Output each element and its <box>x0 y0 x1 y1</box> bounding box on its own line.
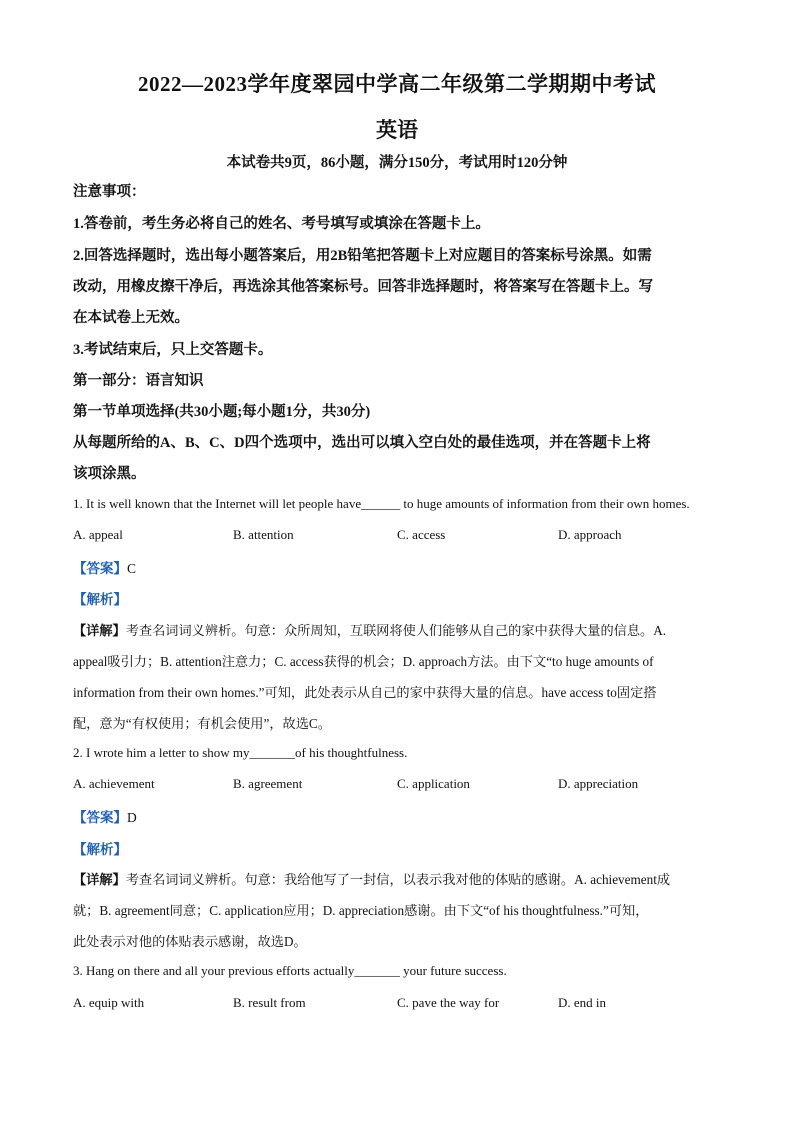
part-heading: 第一部分：语言知识 <box>73 373 204 389</box>
instruction-line-1: 从每题所给的A、B、C、D四个选项中，选出可以填入空白处的最佳选项，并在答题卡上将 <box>73 435 651 451</box>
question-2-option-a: A. achievement <box>73 776 155 791</box>
question-3-option-c: C. pave the way for <box>397 995 500 1010</box>
question-2-analysis <box>73 838 733 858</box>
detail-text: 考查名词词义辨析。句意：我给他写了一封信，以表示我对他的体贴的感谢。A. achievement成 <box>125 872 671 887</box>
answer-tag: 【答案】 <box>73 561 127 576</box>
exam-info: 本试卷共9页，86小题，满分150分，考试用时120分钟 <box>226 155 568 171</box>
subsection-heading: 第一节单项选择(共30小题;每小题1分，共30分) <box>73 404 371 420</box>
question-2-option-b: B. agreement <box>233 776 303 791</box>
detail-tag: 【详解】 <box>73 872 126 887</box>
question-1-option-c: C. access <box>397 527 446 542</box>
notice-item-3: 3.考试结束后，只上交答题卡。 <box>73 342 273 358</box>
question-3-option-b: B. result from <box>233 995 306 1010</box>
notice-item-2: 2.回答选择题时，选出每小题答案后，用2B铅笔把答题卡上对应题目的答案标号涂黑。如需 <box>73 248 652 264</box>
detail-tag: 【详解】 <box>73 623 126 638</box>
answer-value: C <box>127 561 137 576</box>
notice-item-2-cont: 改动，用橡皮擦干净后，再选涂其他答案标号。回答非选择题时，将答案写在答题卡上。写 <box>73 279 653 295</box>
question-1-detail-line-3: information from their own homes.”可知，此处表示从自己的家中获得大量的信息。have access to固定搭 <box>73 685 657 700</box>
question-2-answer <box>73 806 733 826</box>
question-1-answer <box>73 557 733 577</box>
answer-value: D <box>127 810 137 825</box>
analysis-tag: 【解析】 <box>73 592 127 607</box>
question-1-option-a: A. appeal <box>73 527 123 542</box>
question-1-detail-line-1 <box>73 620 733 639</box>
question-1-option-b: B. attention <box>233 527 294 542</box>
notice-item-2-end: 在本试卷上无效。 <box>73 310 189 326</box>
question-1-detail-line-2: appeal吸引力；B. attention注意力；C. access获得的机会；D. approach方法。由下文“to huge amounts of <box>73 654 654 669</box>
question-1-option-d: D. approach <box>558 527 622 542</box>
exam-title: 2022—2023学年度翠园中学高二年级第二学期期中考试 <box>138 72 656 96</box>
notice-item-1: 1.答卷前，考生务必将自己的姓名、考号填写或填涂在答题卡上。 <box>73 216 490 232</box>
question-2-stem: 2. I wrote him a letter to show my_______of his thoughtfulness. <box>73 745 408 760</box>
notice-heading: 注意事项： <box>73 184 146 200</box>
instruction-line-2: 该项涂黑。 <box>73 466 146 482</box>
question-2-option-d: D. appreciation <box>558 776 639 791</box>
question-2-detail-line-3: 此处表示对他的体贴表示感谢，故选D。 <box>73 934 307 949</box>
question-2-option-c: C. application <box>397 776 470 791</box>
question-2-detail-line-2: 就；B. agreement同意；C. application应用；D. appreciation感谢。由下文“of his thoughtfulness.”可知， <box>73 903 649 918</box>
analysis-tag: 【解析】 <box>73 842 127 857</box>
question-3-option-a: A. equip with <box>73 995 145 1010</box>
question-1-analysis <box>73 588 733 608</box>
question-1-detail-line-4: 配，意为“有权使用；有机会使用”，故选C。 <box>73 716 331 731</box>
detail-text: 考查名词词义辨析。句意：众所周知，互联网将使人们能够从自己的家中获得大量的信息。A. <box>125 623 667 638</box>
subject-title: 英语 <box>376 118 418 142</box>
question-2-detail-line-1 <box>73 869 733 888</box>
question-3-stem: 3. Hang on there and all your previous efforts actually_______ your future success. <box>73 963 507 978</box>
question-3-option-d: D. end in <box>558 995 607 1010</box>
answer-tag: 【答案】 <box>73 810 127 825</box>
question-1-stem: 1. It is well known that the Internet will let people have______ to huge amounts of information from their own homes. <box>73 496 690 511</box>
